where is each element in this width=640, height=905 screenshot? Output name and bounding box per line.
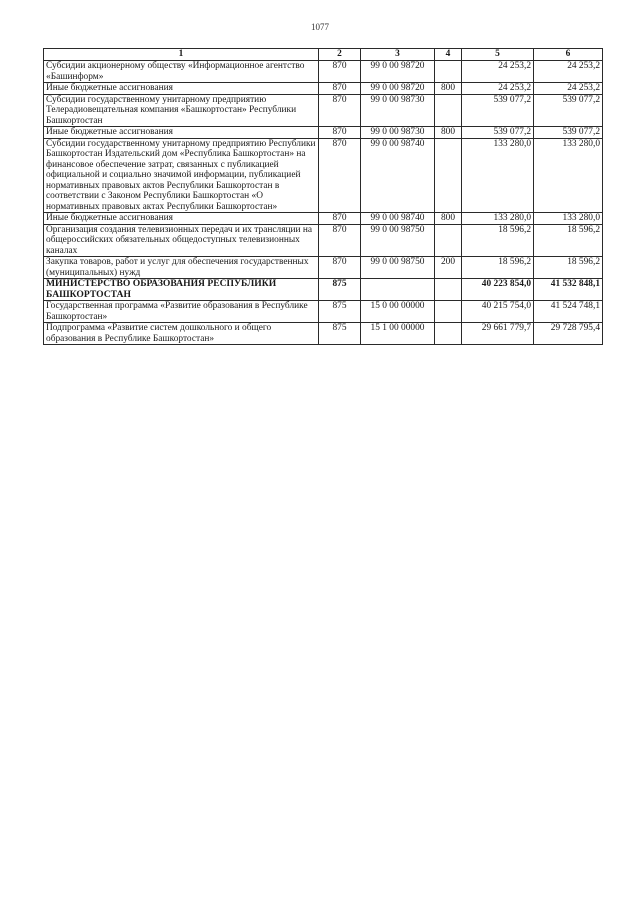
cell-sum-1: 40 223 854,0 [462, 279, 534, 301]
cell-vr [435, 301, 462, 323]
cell-sum-2: 41 532 848,1 [534, 279, 603, 301]
cell-sum-2: 539 077,2 [534, 127, 603, 139]
table-row [44, 83, 603, 95]
cell-name: Организация создания телевизионных передач и их трансляции на общероссийских обязательных общедоступных телевизионных каналах [44, 224, 319, 257]
cell-csr: 99 0 00 98730 [361, 94, 435, 127]
cell-vr [435, 279, 462, 301]
cell-sum-2: 24 253,2 [534, 61, 603, 83]
table-body [44, 61, 603, 345]
cell-sum-2: 18 596,2 [534, 224, 603, 257]
cell-csr: 15 0 00 00000 [361, 301, 435, 323]
cell-name: Иные бюджетные ассигнования [44, 83, 319, 95]
column-header-csr: 3 [361, 49, 435, 61]
cell-sum-2: 18 596,2 [534, 257, 603, 279]
cell-sum-1: 40 215 754,0 [462, 301, 534, 323]
column-header-sum-1: 5 [462, 49, 534, 61]
cell-sum-2: 29 728 795,4 [534, 323, 603, 345]
table-header-row [44, 49, 603, 61]
cell-ved: 870 [319, 83, 361, 95]
column-header-sum-2: 6 [534, 49, 603, 61]
cell-name: Подпрограмма «Развитие систем дошкольного и общего образования в Республике Башкортостан» [44, 323, 319, 345]
cell-vr: 800 [435, 127, 462, 139]
cell-ved: 870 [319, 94, 361, 127]
cell-ved: 870 [319, 138, 361, 213]
cell-ved: 875 [319, 279, 361, 301]
table-row [44, 279, 603, 301]
column-header-vr: 4 [435, 49, 462, 61]
cell-csr: 99 0 00 98750 [361, 257, 435, 279]
cell-csr: 99 0 00 98720 [361, 61, 435, 83]
cell-name: МИНИСТЕРСТВО ОБРАЗОВАНИЯ РЕСПУБЛИКИ БАШКОРТОСТАН [44, 279, 319, 301]
cell-vr [435, 94, 462, 127]
cell-sum-1: 539 077,2 [462, 127, 534, 139]
table-row [44, 127, 603, 139]
cell-csr: 99 0 00 98740 [361, 138, 435, 213]
table-row [44, 61, 603, 83]
cell-ved: 875 [319, 323, 361, 345]
cell-sum-2: 133 280,0 [534, 138, 603, 213]
budget-table [43, 48, 603, 345]
cell-name: Субсидии акционерному обществу «Информационное агентство «Башинформ» [44, 61, 319, 83]
table-row [44, 301, 603, 323]
cell-name: Закупка товаров, работ и услуг для обеспечения государственных (муниципальных) нужд [44, 257, 319, 279]
cell-name: Субсидии государственному унитарному предприятию Республики Башкортостан Издательский дом «Республика Башкортостан» на финансовое обеспечение затрат, связанных с публикацией официальной и социально значимой информации, публикацией нормативных правовых актов Республики Башкортостан в соответствии с Законом Республики Башкортостан «О нормативных правовых актах Республики Башкортостан» [44, 138, 319, 213]
table-row [44, 257, 603, 279]
table-row [44, 213, 603, 225]
cell-csr: 99 0 00 98730 [361, 127, 435, 139]
cell-sum-1: 18 596,2 [462, 257, 534, 279]
cell-csr: 99 0 00 98740 [361, 213, 435, 225]
cell-ved: 870 [319, 224, 361, 257]
cell-ved: 870 [319, 213, 361, 225]
cell-csr: 99 0 00 98720 [361, 83, 435, 95]
table-row [44, 138, 603, 213]
cell-sum-1: 133 280,0 [462, 138, 534, 213]
cell-vr [435, 323, 462, 345]
cell-ved: 875 [319, 301, 361, 323]
cell-vr [435, 224, 462, 257]
cell-vr [435, 61, 462, 83]
cell-csr: 15 1 00 00000 [361, 323, 435, 345]
page-number: 1077 [311, 22, 329, 32]
cell-name: Субсидии государственному унитарному предприятию Телерадиовещательная компания «Башкортостан» Республики Башкортостан [44, 94, 319, 127]
cell-sum-1: 24 253,2 [462, 61, 534, 83]
cell-csr: 99 0 00 98750 [361, 224, 435, 257]
table-row [44, 323, 603, 345]
cell-sum-1: 24 253,2 [462, 83, 534, 95]
cell-sum-1: 539 077,2 [462, 94, 534, 127]
column-header-ved: 2 [319, 49, 361, 61]
cell-vr: 200 [435, 257, 462, 279]
cell-sum-2: 41 524 748,1 [534, 301, 603, 323]
cell-sum-1: 18 596,2 [462, 224, 534, 257]
cell-name: Иные бюджетные ассигнования [44, 213, 319, 225]
cell-sum-2: 24 253,2 [534, 83, 603, 95]
cell-sum-2: 539 077,2 [534, 94, 603, 127]
table-row [44, 224, 603, 257]
column-header-name: 1 [44, 49, 319, 61]
cell-sum-2: 133 280,0 [534, 213, 603, 225]
cell-name: Государственная программа «Развитие образования в Республике Башкортостан» [44, 301, 319, 323]
cell-sum-1: 29 661 779,7 [462, 323, 534, 345]
cell-vr: 800 [435, 83, 462, 95]
cell-ved: 870 [319, 61, 361, 83]
cell-ved: 870 [319, 257, 361, 279]
cell-csr [361, 279, 435, 301]
cell-name: Иные бюджетные ассигнования [44, 127, 319, 139]
cell-vr: 800 [435, 213, 462, 225]
cell-sum-1: 133 280,0 [462, 213, 534, 225]
cell-ved: 870 [319, 127, 361, 139]
cell-vr [435, 138, 462, 213]
table-row [44, 94, 603, 127]
